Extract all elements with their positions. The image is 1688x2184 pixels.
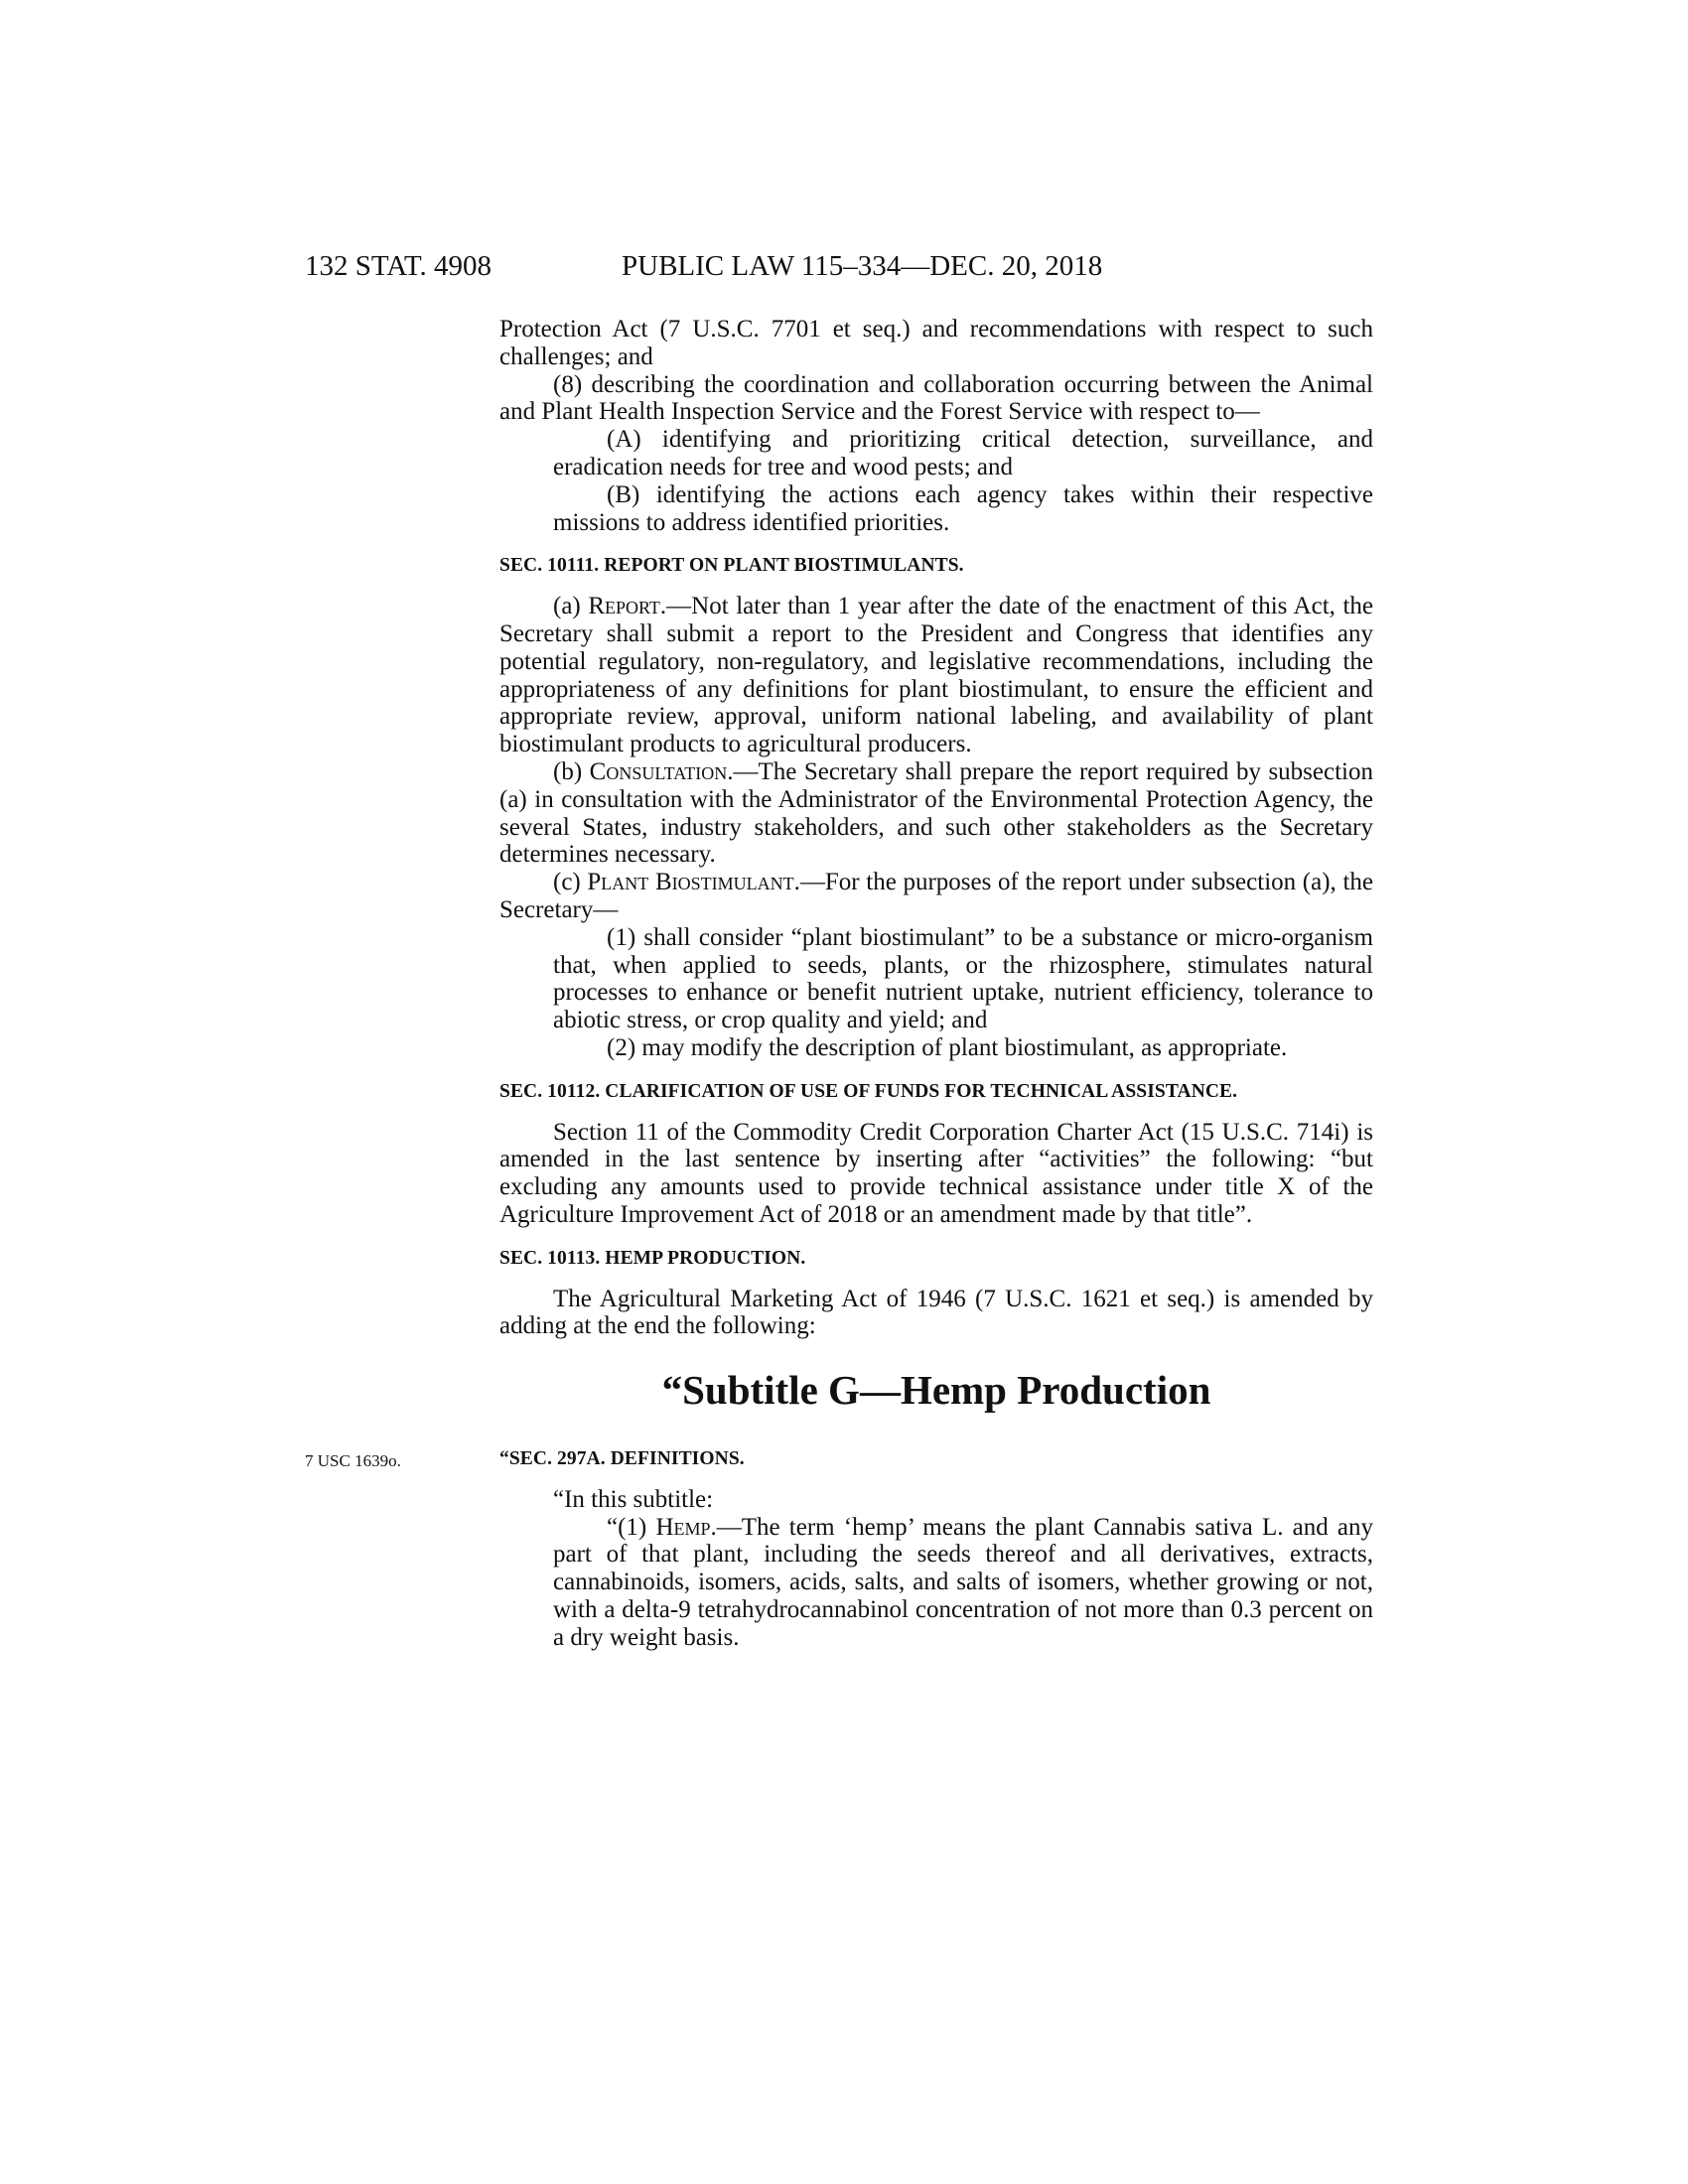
section-10112-text: Section 11 of the Commodity Credit Corporation Charter Act (15 U.S.C. 714i) is amended in the last sentence by inserting after “activities” the following: “but excluding any amounts used to provide technical assistance under title X of the Agriculture Improvement Act of 2018 or an amendment made by that title”. (499, 1118, 1373, 1228)
public-law-date: PUBLIC LAW 115–334—DEC. 20, 2018 (622, 250, 1103, 282)
subsection-label: (b) (553, 757, 590, 785)
subtitle-intro: “In this subtitle: (553, 1485, 714, 1513)
subsection-b-consultation (499, 758, 1373, 869)
subsection-a-report (499, 593, 1373, 758)
definition-hemp (499, 1514, 1373, 1652)
subsection-c-plant-biostimulant (499, 869, 1373, 924)
paragraph-c-2: (2) may modify the description of plant biostimulant, as appropriate. (607, 1033, 1288, 1061)
page-body (305, 316, 1374, 1652)
definition-label: “(1) (607, 1513, 656, 1541)
section-heading-297a: “SEC. 297A. DEFINITIONS. (499, 1448, 745, 1470)
definition-caption: Hemp (655, 1513, 711, 1541)
paragraph-8: (8) describing the coordination and collaboration occurring between the Animal and Plant Health Inspection Service and the Forest Service with respect to— (499, 370, 1373, 426)
subsection-label: (a) (553, 593, 589, 620)
paragraph-c-1: (1) shall consider “plant biostimulant” to be a substance or micro-organism that, when applied to seeds, plants, or the rhizosphere, stimulates natural processes to enhance or benefit nutrient uptake, nutrient efficiency, tolerance to abiotic stress, or crop quality and yield; and (553, 923, 1373, 1034)
subsection-caption: Report (588, 593, 660, 620)
section-heading-10111: SEC. 10111. REPORT ON PLANT BIOSTIMULANTS. (499, 555, 964, 577)
subsection-text: .—The Secretary shall prepare the report required by subsection (a) in consultation with the Administrator of the Environmental Protection Agency, the several States, industry stakeholders, and such other stakeholders as the Secretary determines necessary. (499, 757, 1373, 869)
subsection-text: .—Not later than 1 year after the date of the enactment of this Act, the Secretary shall submit a report to the President and Congress that identifies any potential regulatory, non-regulatory, and legislative recommendations, including the appropriateness of any definitions for plant biostimulant, to ensure the efficient and appropriate review, approval, uniform national labeling, and availability of plant biostimulant products to agricultural producers. (499, 593, 1373, 758)
subsection-caption: Consultation (589, 757, 728, 785)
running-header (0, 250, 1688, 290)
subsection-caption: Plant Biostimulant (587, 869, 794, 896)
section-10113-text: The Agricultural Marketing Act of 1946 (7 U.S.C. 1621 et seq.) is amended by adding at the end the following: (499, 1285, 1373, 1340)
definition-text: .—The term ‘hemp’ means the plant Cannabis sativa L. and any part of that plant, including the seeds thereof and all derivatives, extracts, cannabinoids, isomers, acids, salts, and salts of isomers, whether growing or not, with a delta-9 tetrahydrocannabinol concentration of not more than 0.3 percent on a dry weight basis. (553, 1513, 1374, 1651)
subtitle-heading: “Subtitle G—Hemp Production (661, 1367, 1211, 1414)
section-heading-10112: SEC. 10112. CLARIFICATION OF USE OF FUNDS FOR TECHNICAL ASSISTANCE. (499, 1080, 1238, 1102)
subsection-label: (c) (553, 869, 588, 896)
continued-paragraph: Protection Act (7 U.S.C. 7701 et seq.) and recommendations with respect to such challenges; and (499, 316, 1373, 370)
subparagraph-a: (A) identifying and prioritizing critical detection, surveillance, and eradication needs for tree and wood pests; and (553, 426, 1373, 480)
subsection-text: .—For the purposes of the report under subsection (a), the Secretary— (499, 869, 1373, 923)
stat-page-number: 132 STAT. 4908 (305, 250, 492, 282)
section-297a (305, 1445, 1373, 1473)
usc-margin-note: 7 USC 1639o. (305, 1451, 401, 1471)
section-heading-10113: SEC. 10113. HEMP PRODUCTION. (499, 1247, 806, 1269)
subparagraph-b: (B) identifying the actions each agency takes within their respective missions to address identified priorities. (553, 480, 1373, 536)
